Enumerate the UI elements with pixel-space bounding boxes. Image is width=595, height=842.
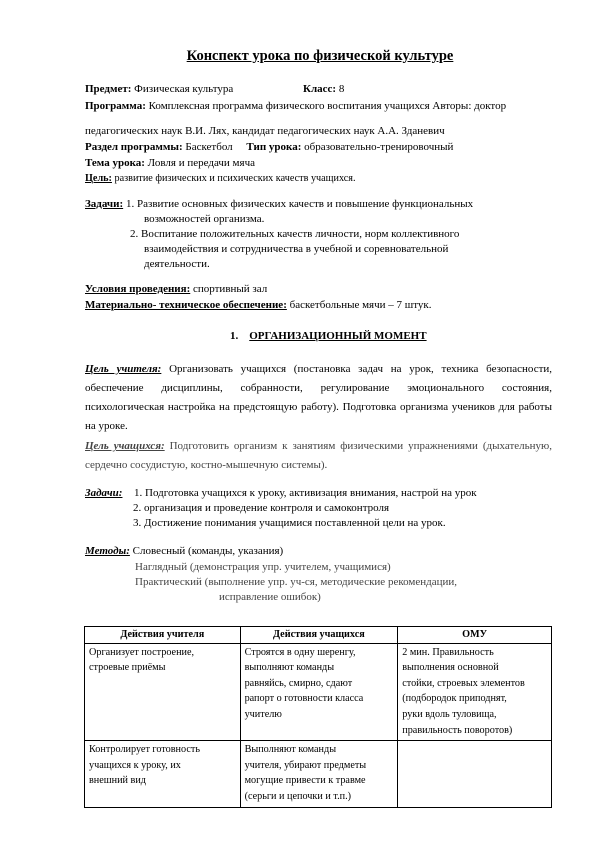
program-value-line2: педагогических наук В.И. Лях, кандидат педагогических наук А.А. Зданевич [85, 125, 445, 137]
teacher-goal-label: Цель учителя: [85, 363, 162, 375]
methods-label: Методы: [85, 545, 130, 557]
row1-teacher [85, 643, 241, 741]
section-value: Баскетбол [185, 141, 233, 153]
row1-omu-line6: правильность поворотов) [402, 724, 513, 736]
tasks-item-2-cont1: взаимодействия и сотрудничества в учебной и соревновательной [144, 243, 449, 255]
subject-line [85, 83, 233, 95]
row1-omu-line2: выполнения основной [402, 662, 499, 674]
method-2: Наглядный (демонстрация упр. учителем, учащимися) [135, 561, 391, 573]
program-label: Программа: [85, 100, 146, 112]
topic-label: Тема урока: [85, 157, 145, 169]
teacher-goal-line4: работы на уроке. [85, 401, 552, 432]
section1-task-2: 2. организация и проведение контроля и самоконтроля [133, 502, 390, 514]
row1-students-line5: учителю [244, 708, 282, 720]
row1-students [240, 643, 398, 741]
row1-teacher-line1: Организует построение, [89, 646, 195, 658]
row1-omu-line4: (подбородок приподнят, [402, 693, 507, 705]
tasks-label-text: Задачи: [85, 198, 124, 210]
teacher-goal-line3: психологическая настройка на предстоящую работу). Подготовка организма учеников для [85, 401, 515, 413]
row1-omu-line5: руки вдоль туловища, [402, 708, 497, 720]
student-goal-line1: Подготовить организм к занятиям физическими упражнениями [169, 440, 478, 452]
row1-students-line4: рапорт о готовности класса [244, 693, 364, 705]
tasks-label [85, 198, 123, 210]
tasks-item-1-cont: возможностей организма. [144, 213, 265, 225]
row1-omu-line3: стойки, строевых элементов [402, 677, 525, 689]
methods-line [85, 545, 283, 557]
teacher-goal-paragraph [85, 360, 552, 436]
section1-tasks-label [85, 487, 122, 499]
teacher-goal-line2: обеспечение дисциплины, собранности, регулирование эмоционального состояния, [85, 382, 552, 394]
section1-task-1: 1. Подготовка учащихся к уроку, активизация внимания, настрой на урок [134, 487, 477, 499]
program-value-line1: Комплексная программа физического воспитания учащихся Авторы: доктор [148, 100, 507, 112]
student-goal-paragraph [85, 437, 552, 475]
goal-value: развитие физических и психических качеств учащихся. [114, 173, 356, 184]
row1-omu [398, 643, 552, 741]
subject-label: Предмет: [85, 83, 132, 95]
method-3: Практический (выполнение упр. уч-ся, методические рекомендации, [135, 576, 458, 588]
section1-heading [230, 330, 427, 342]
tasks-item-1: 1. Развитие основных физических качеств и повышение функциональных [126, 198, 474, 210]
table-row [85, 741, 552, 807]
row2-students-line2: учителя, убирают предметы [244, 759, 367, 771]
row2-teacher-line1: Контролирует готовность [89, 744, 200, 756]
row2-omu [398, 741, 552, 807]
row1-students-line2: выполняют команды [244, 662, 335, 674]
row2-students-line1: Выполняют команды [244, 744, 337, 756]
table-header-row [85, 627, 552, 644]
section-line [85, 141, 453, 153]
place-line [85, 283, 267, 295]
header-omu: ОМУ [398, 627, 552, 644]
table-row [85, 643, 552, 741]
class-line [303, 83, 344, 95]
method-3-cont: исправление ошибок) [219, 591, 321, 603]
topic-value: Ловля и передачи мяча [147, 157, 255, 169]
method-1: Словесный (команды, указания) [132, 545, 284, 557]
tasks-item-2-cont2: деятельности. [144, 258, 210, 270]
row2-students-line3: могущие привести к травме [244, 775, 366, 787]
tasks-item-2: 2. Воспитание положительных качеств личности, норм коллективного [130, 228, 460, 240]
section1-number: 1. [230, 330, 239, 342]
row1-teacher-line2: строевые приёмы [89, 662, 166, 674]
teacher-goal-line1: Организовать учащихся (постановка задач на урок, техника безопасности, [169, 363, 553, 375]
section1-tasks-label-text: Задачи: [85, 487, 123, 499]
equipment-line [85, 299, 432, 311]
student-goal-line2: (дыхательную, сердечно сосудистую, костно-мышечную системы). [85, 440, 553, 471]
row2-teacher-line2: учащихся к уроку, их [89, 759, 181, 771]
section-label: Раздел программы: [85, 141, 183, 153]
row2-teacher-line3: внешний вид [89, 775, 146, 787]
row2-teacher [85, 741, 241, 807]
class-value: 8 [338, 83, 345, 95]
lesson-type-label: Тип урока: [246, 141, 302, 153]
goal-label: Цель: [85, 173, 112, 184]
header-student-actions: Действия учащихся [240, 627, 398, 644]
class-label: Класс: [303, 83, 337, 95]
section1-task-3: 3. Достижение понимания учащимися поставленной цели на урок. [133, 517, 446, 529]
lesson-table [84, 626, 552, 808]
subject-value: Физическая культура [134, 83, 234, 95]
student-goal-label: Цель учащихся: [85, 440, 165, 452]
section1-heading-text: ОРГАНИЗАЦИОННЫЙ МОМЕНТ [249, 330, 427, 342]
topic-line [85, 157, 255, 169]
row2-students-line4: (серьги и цепочки и т.п.) [244, 790, 352, 802]
row1-students-line3: равняйсь, смирно, сдают [244, 677, 353, 689]
place-label: Условия проведения: [85, 283, 191, 295]
row2-students [240, 741, 398, 807]
goal-line [85, 173, 356, 184]
lesson-type-value: образовательно-тренировочный [304, 141, 454, 153]
row1-students-line1: Строятся в одну шеренгу, [244, 646, 356, 658]
row1-omu-line1: 2 мин. Правильность [402, 646, 494, 658]
equipment-label: Материально- техническое обеспечение: [85, 299, 287, 311]
page-title: Конспект урока по физической культуре [186, 48, 454, 64]
header-teacher-actions: Действия учителя [85, 627, 241, 644]
program-line [85, 100, 506, 112]
place-value: спортивный зал [193, 283, 268, 295]
equipment-value: баскетбольные мячи – 7 штук. [289, 299, 432, 311]
